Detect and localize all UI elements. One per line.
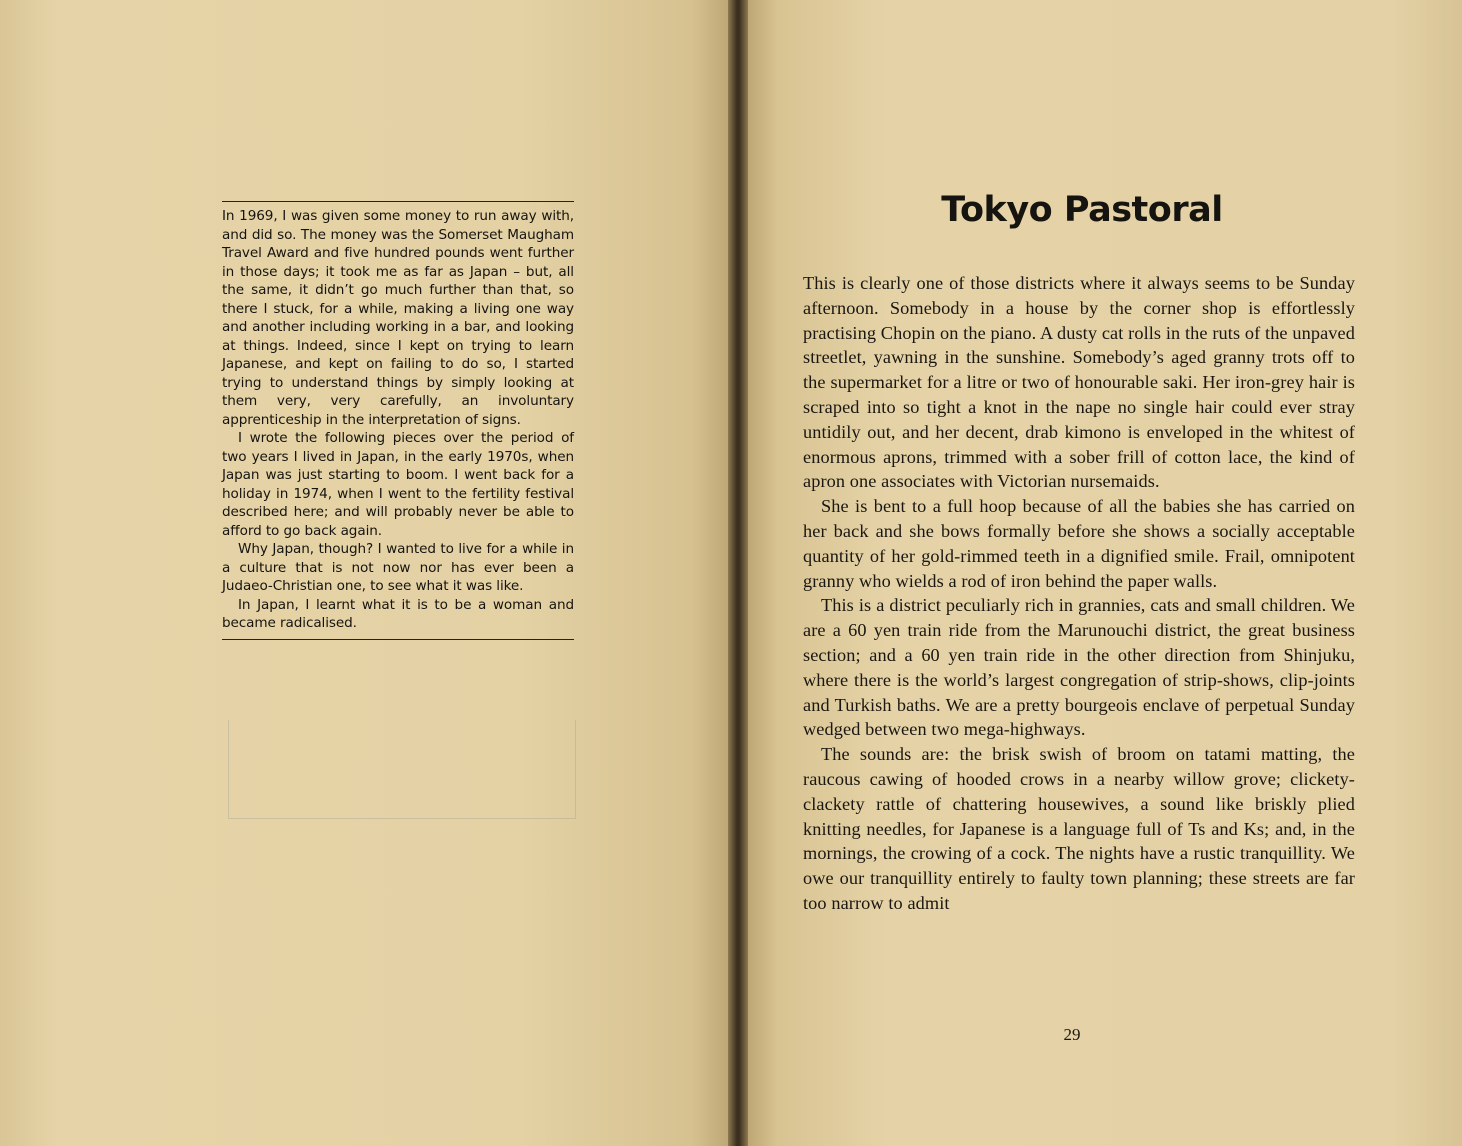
preface-paragraph: In Japan, I learnt what it is to be a woman and became radicalised. (222, 596, 574, 631)
body-paragraph: This is a district peculiarly rich in grannies, cats and small children. We are a 60 yen train ride from the Marunouchi district, the great business section; and a 60 yen train ride in the other direction from Shinjuku, where there is the world’s largest congregation of strip-shows, clip-joints and Turkish baths. We are a pretty bourgeois enclave of perpetual Sunday wedged between two mega-highways. (803, 595, 1355, 740)
book-gutter (728, 0, 748, 1146)
preface-paragraph: I wrote the following pieces over the period of two years I lived in Japan, in the early 1970s, when Japan was just starting to boom. I went back for a holiday in 1974, when I went to the fertility festival described here; and will probably never be able to afford to go back again. (222, 430, 574, 539)
chapter-body (803, 271, 1355, 916)
body-paragraph: The sounds are: the brisk swish of broom on tatami matting, the raucous cawing of hooded crows in a nearby willow grove; clickety-clackety rattle of chattering housewives, a sound like briskly plied knitting needles, for Japanese is a language full of Ts and Ks; and, in the mornings, the crowing of a cock. The nights have a rustic tranquillity. We owe our tranquillity entirely to faulty town planning; these streets are far too narrow to admit (803, 744, 1355, 913)
preface-paragraph: Why Japan, though? I wanted to live for a while in a culture that is not now nor has ever been a Judaeo-Christian one, to see what it was like. (222, 541, 574, 594)
preface-paragraph: In 1969, I was given some money to run away with, and did so. The money was the Somerset Maugham Travel Award and five hundred pounds went further in those days; it took me as far as Japan – but, all the same, it didn’t go much further than that, so there I stuck, for a while, making a living one way and another including working in a bar, and looking at things. Indeed, since I kept on trying to learn Japanese, and kept on failing to do so, I started trying to understand things by simply looking at them very, very carefully, an involuntary apprenticeship in the interpretation of signs. (222, 208, 574, 428)
body-paragraph: She is bent to a full hoop because of all the babies she has carried on her back and she bows formally before she shows a socially acceptable quantity of her gold-rimmed teeth in a dignified smile. Frail, omnipotent granny who wields a rod of iron behind the paper walls. (803, 496, 1355, 591)
body-paragraph: This is clearly one of those districts where it always seems to be Sunday afternoon. Somebody in a house by the corner shop is effortlessly practising Chopin on the piano. A dusty cat rolls in the ruts of the unpaved streetlet, yawning in the sunshine. Somebody’s aged granny trots off to the supermarket for a litre or two of honourable saki. Her iron-grey hair is scraped into so tight a knot in the nape no single hair could ever stray untidily out, and her decent, drab kimono is enveloped in the whitest of enormous aprons, trimmed with a sober frill of cotton lace, the kind of apron one associates with Victorian nursemaids. (803, 273, 1355, 492)
page-number: 29 (1063, 1025, 1081, 1044)
preface-box (222, 201, 574, 640)
chapter-title: Tokyo Pastoral (941, 190, 1223, 230)
show-through-illustration (228, 720, 576, 819)
